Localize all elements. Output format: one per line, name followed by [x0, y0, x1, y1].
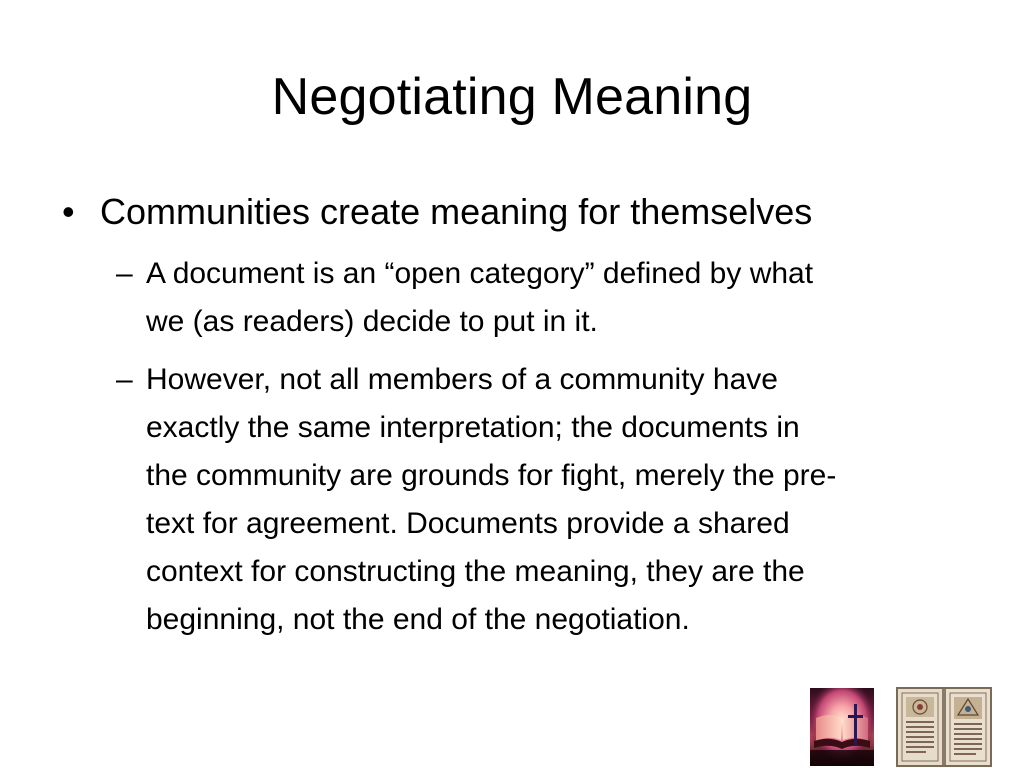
text-line: we (as readers) decide to put in it. [146, 305, 598, 338]
sub-bullet-interpretation [116, 356, 996, 646]
sub-bullet-open-category [116, 250, 996, 350]
text-line: However, not all members of a community have [146, 363, 778, 396]
sub-bullet-text [146, 250, 991, 346]
sub-bullet-marker: – [116, 257, 133, 290]
slide-title: Negotiating Meaning [271, 68, 753, 126]
bullet-text: Communities create meaning for themselves [100, 191, 813, 232]
bullet-marker: • [62, 191, 75, 232]
text-line: exactly the same interpretation; the documents in [146, 411, 800, 444]
text-line: text for agreement. Documents provide a shared [146, 507, 790, 540]
text-line: context for constructing the meaning, they are the [146, 555, 805, 588]
text-line: beginning, not the end of the negotiation. [146, 603, 690, 636]
open-bible-with-cross-icon [810, 688, 874, 766]
sub-bullet-marker: – [116, 363, 133, 396]
text-line: the community are grounds for fight, merely the pre- [146, 459, 837, 492]
text-line: A document is an “open category” defined by what [146, 257, 814, 290]
illuminated-manuscript-icon [896, 687, 992, 767]
decorative-images [810, 688, 992, 766]
sub-bullet-text [146, 356, 991, 644]
